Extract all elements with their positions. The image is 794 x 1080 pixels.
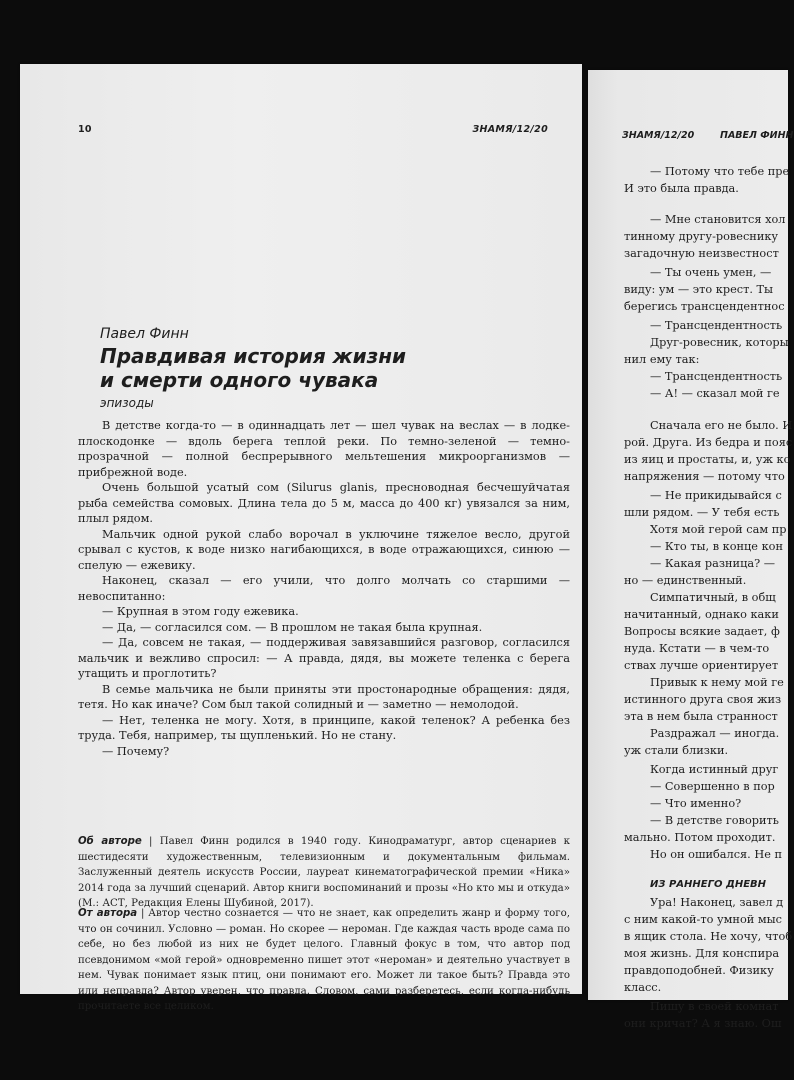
text-line: Ура! Наконец, завел д xyxy=(650,896,784,909)
text-line: они кричат? А я знаю. Ош xyxy=(624,1017,782,1030)
left-page xyxy=(20,64,582,1012)
paragraph: Мальчик одной рукой слабо ворочал в уключине тяжелое весло, другой срывал с кустов, к воде низко нагибающихся, в воде отражающихся, синюю — спелую — ежевику. xyxy=(78,527,570,572)
text-line: ствах лучше ориентирует xyxy=(624,659,779,672)
paragraph: Наконец, сказал — его учили, что долго молчать со старшими — невоспитанно: xyxy=(78,574,570,603)
text-line: — Ты очень умен, — xyxy=(650,266,772,279)
text-line: начитанный, однако каки xyxy=(624,608,779,621)
text-line: нуда. Кстати — в чем-то xyxy=(624,642,770,655)
text-line: Пишу в своей комнат xyxy=(650,1000,779,1013)
page-number: 10 xyxy=(78,124,92,135)
article-title xyxy=(100,344,570,392)
paragraph: В семье мальчика не были приняты эти простонародные обращения: дядя, тетя. Но как иначе? Сом был такой солидный и — заметно — немолодой. xyxy=(78,682,570,711)
from-author-lead: От автора xyxy=(78,908,138,919)
text-line: шли рядом. — У тебя есть xyxy=(624,506,780,519)
text-line: эта в нем была странност xyxy=(624,710,778,723)
text-line: — Трансцендентность xyxy=(650,370,783,383)
text-line: Симпатичный, в общ xyxy=(650,591,776,604)
text-line: но — единственный. xyxy=(624,574,747,587)
paragraph: — Почему? xyxy=(102,744,170,758)
text-line: мально. Потом проходит. xyxy=(624,831,776,844)
text-line: И это была правда. xyxy=(624,182,739,195)
text-line: — Не прикидывайся с xyxy=(650,489,782,502)
text-line: в ящик стола. Не хочу, чтоб xyxy=(624,930,793,943)
author-name: Павел Финн xyxy=(100,326,189,342)
text-line: загадочную неизвестност xyxy=(624,247,779,260)
author-running-head-right: ПАВЕЛ ФИНН xyxy=(720,130,794,141)
section-heading: ИЗ РАННЕГО ДНЕВН xyxy=(650,879,767,890)
journal-running-head-right: ЗНАМЯ/12/20 xyxy=(622,130,695,141)
from-author-text: | Автор честно сознается — что не знает, как определить жанр и форму того, что он сочинил. Условно — роман. Но скорее — нероман. Где каждая часть вроде сама по себе, но без любой из них не будет целого. Главный фокус в том, что автор под псевдонимом «мой герой» одновременно пишет этот «нероман» и деятельно участвует в нем. Чувак понимает язык птиц, они понимают его. Может ли такое быть? Правда это или неправда? Автор уверен, что правда. Словом, сами разберетесь, если когда-нибудь прочитаете все целиком. xyxy=(78,908,570,1012)
text-line: Вопросы всякие задает, ф xyxy=(624,625,780,638)
text-line: истинного друга своя жиз xyxy=(624,693,782,706)
text-line: — Что именно? xyxy=(650,797,742,810)
text-line: класс. xyxy=(624,981,662,994)
text-line: — Трансцендентность xyxy=(650,319,783,332)
text-line: Сначала его не было. И xyxy=(650,419,793,432)
text-line: тинному другу-ровеснику xyxy=(624,230,779,243)
about-author-lead: Об авторе xyxy=(78,836,142,847)
article-subtitle: эпизоды xyxy=(100,396,154,410)
text-line: — В детстве говорить xyxy=(650,814,779,827)
text-line: — Мне становится хол xyxy=(650,213,786,226)
text-line: виду: ум — это крест. Ты xyxy=(624,283,774,296)
text-line: — Совершенно в пор xyxy=(650,780,775,793)
text-line: из яиц и простаты, и, уж ко xyxy=(624,453,791,466)
paragraph: — Нет, теленка не могу. Хотя, в принципе, какой теленок? А ребенка без труда. Тебя, например, ты щупленький. Но не стану. xyxy=(78,713,570,742)
right-page xyxy=(588,70,794,1030)
text-line: берегись трансцендентнос xyxy=(624,300,785,313)
paragraph: — Да, совсем не такая, — поддерживая завязавшийся разговор, согласился мальчик и вежливо спросил: — А правда, дядя, вы можете теленка с берега утащить и проглотить? xyxy=(78,636,570,680)
text-line: Раздражал — иногда. xyxy=(650,727,780,740)
text-line: напряжения — потому что xyxy=(624,470,785,483)
text-line: — Потому что тебе пре xyxy=(650,165,790,178)
journal-running-head: ЗНАМЯ/12/20 xyxy=(472,124,548,135)
text-line: моя жизнь. Для конспира xyxy=(624,947,780,960)
text-line: Хотя мой герой сам пр xyxy=(650,523,787,536)
text-line: нил ему так: xyxy=(624,353,700,366)
text-line: — Какая разница? — xyxy=(650,557,776,570)
text-line: Привык к нему мой ге xyxy=(650,676,784,689)
article xyxy=(78,326,570,759)
title-line: и смерти одного чувака xyxy=(100,368,379,392)
from-author-note xyxy=(78,906,570,1015)
text-line: — А! — сказал мой ге xyxy=(650,387,780,400)
text-line: рой. Друга. Из бедра и пояс xyxy=(624,436,793,449)
text-line: уж стали близки. xyxy=(624,744,729,757)
about-author-text: | Павел Финн родился в 1940 году. Кинодраматург, автор сценариев к шестидесяти художественным, телевизионным и документальным фильмам. Заслуженный деятель искусств России, лауреат кинематографической премии «Ника» 2014 года за лучший сценарий. Автор книги воспоминаний и прозы «Но кто мы и откуда» (М.: АСТ, Редакция Елены Шубиной, 2017). xyxy=(78,836,570,909)
text-line: правдоподобней. Физику xyxy=(624,964,774,977)
text-line: Друг-ровесник, которы xyxy=(650,336,789,349)
text-line: — Кто ты, в конце кон xyxy=(650,540,783,553)
text-line: Но он ошибался. Не п xyxy=(650,848,783,861)
paragraph: — Да, — согласился сом. — В прошлом не такая была крупная. xyxy=(102,620,483,634)
paragraph: Очень большой усатый сом (Silurus glanis, пресноводная бесчешуйчатая рыба семейства сомовых. Длина тела до 5 м, масса до 400 кг) увязался за ним, плыл рядом. xyxy=(78,481,570,525)
text-line: с ним какой-то умной мыс xyxy=(624,913,782,926)
about-author-note xyxy=(78,834,570,912)
text-line: Когда истинный друг xyxy=(650,763,779,776)
paragraph: В детстве когда-то — в одиннадцать лет — шел чувак на веслах — в лодке-плоскодонке — вдоль берега теплой реки. По темно-зеленой — темно-прозрачной — полной беспрерывного мельтешения микроорганизмов — прибрежной воде. xyxy=(78,419,570,479)
title-line: Правдивая история жизни xyxy=(100,344,407,368)
paragraph: — Крупная в этом году ежевика. xyxy=(102,605,299,618)
